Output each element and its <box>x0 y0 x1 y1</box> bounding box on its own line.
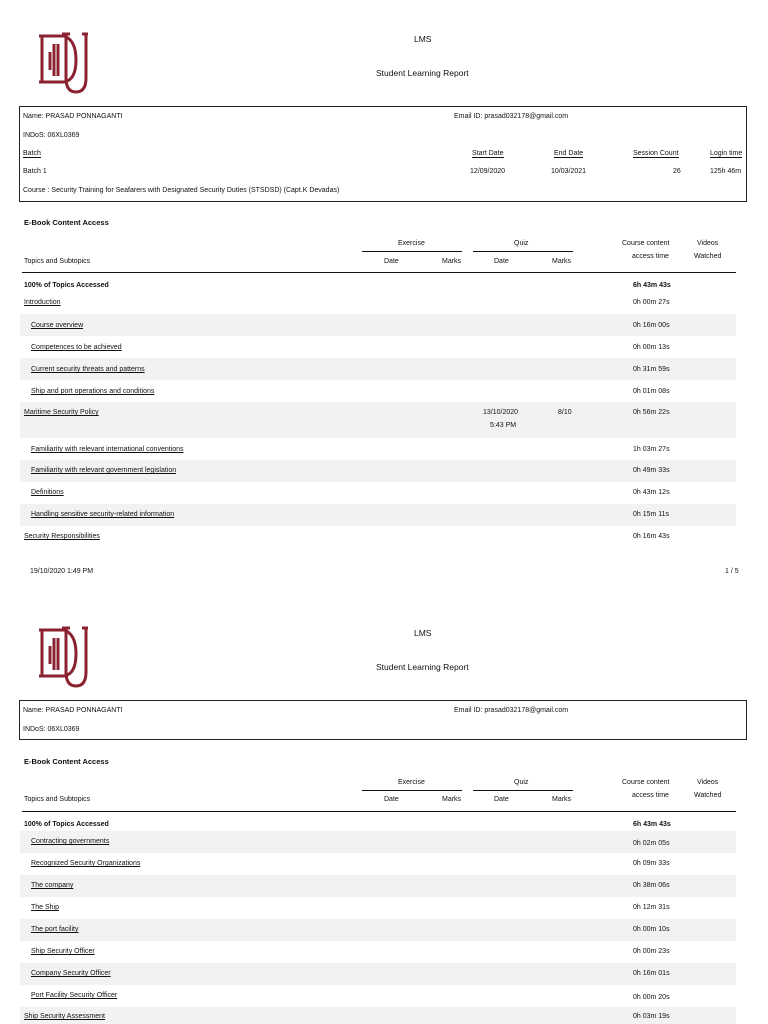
page-number: 1 / 5 <box>725 568 739 575</box>
end-date-label: End Date <box>554 150 584 157</box>
exercise-date-header: Date <box>384 258 399 265</box>
access-time: 0h 02m 05s <box>633 840 670 847</box>
access-time: 0h 00m 13s <box>633 344 670 351</box>
quiz-header-rule <box>473 251 573 252</box>
student-name: Name: PRASAD PONNAGANTI <box>23 113 123 120</box>
topic-link[interactable]: Familiarity with relevant government legislation <box>31 467 177 474</box>
table-row <box>20 875 736 897</box>
topic-link[interactable]: Contracting governments <box>31 838 110 845</box>
total-access-time: 6h 43m 43s <box>633 282 671 289</box>
access-time: 0h 16m 00s <box>633 322 670 329</box>
access-time: 0h 00m 27s <box>633 299 670 306</box>
access-time: 0h 00m 10s <box>633 926 670 933</box>
quiz-date-header: Date <box>494 796 509 803</box>
course-name: Course : Security Training for Seafarers with Designated Security Duties (STSDSD) (Capt.K Devadas) <box>23 187 340 194</box>
access-time: 1h 03m 27s <box>633 446 670 453</box>
exercise-header: Exercise <box>398 779 425 786</box>
login-time-value: 125h 46m <box>710 168 742 175</box>
table-row <box>20 504 736 526</box>
table-row <box>20 963 736 985</box>
report-title: Student Learning Report <box>376 68 469 78</box>
topic-link[interactable]: Port Facility Security Officer <box>31 992 118 999</box>
table-row <box>20 402 736 438</box>
table-row <box>20 438 736 460</box>
access-time: 0h 49m 33s <box>633 467 670 474</box>
access-time: 0h 00m 23s <box>633 948 670 955</box>
table-header-rule <box>22 272 736 273</box>
topic-link[interactable]: Competences to be achieved <box>31 344 122 351</box>
start-date-label: Start Date <box>472 150 504 157</box>
ebook-section-title: E-Book Content Access <box>24 757 109 766</box>
quiz-time: 5:43 PM <box>490 422 517 429</box>
session-count-value: 26 <box>673 168 681 175</box>
table-row <box>20 358 736 380</box>
topic-link[interactable]: Course overview <box>31 322 84 329</box>
ebook-section-title: E-Book Content Access <box>24 218 109 227</box>
access-time: 0h 15m 11s <box>633 511 670 518</box>
student-name: Name: PRASAD PONNAGANTI <box>23 707 123 714</box>
watched-header: Watched <box>694 792 722 799</box>
table-row <box>20 1007 736 1024</box>
topic-link[interactable]: Current security threats and patterns <box>31 366 145 373</box>
topic-link[interactable]: Company Security Officer <box>31 970 111 977</box>
exercise-header: Exercise <box>398 240 425 247</box>
start-date-value: 12/09/2020 <box>470 168 506 175</box>
quiz-header: Quiz <box>514 240 529 247</box>
table-row <box>20 897 736 919</box>
access-time: 0h 31m 59s <box>633 366 670 373</box>
watched-header: Watched <box>694 253 722 260</box>
quiz-header: Quiz <box>514 779 529 786</box>
topics-header: Topics and Subtopics <box>24 796 91 803</box>
access-time: 0h 56m 22s <box>633 409 670 416</box>
table-row <box>20 314 736 336</box>
topic-link[interactable]: Ship Security Officer <box>31 948 95 955</box>
topic-link[interactable]: The company <box>31 882 74 889</box>
topics-header: Topics and Subtopics <box>24 258 91 265</box>
report-app-title: LMS <box>414 628 432 638</box>
topics-accessed-summary: 100% of Topics Accessed <box>24 821 109 828</box>
quiz-marks: 8/10 <box>558 409 572 416</box>
table-row <box>20 294 736 314</box>
access-time: 0h 00m 20s <box>633 994 670 1001</box>
exercise-header-rule <box>362 251 462 252</box>
report-app-title: LMS <box>414 34 432 44</box>
videos-header: Videos <box>697 240 719 247</box>
quiz-date-header: Date <box>494 258 509 265</box>
access-time: 0h 12m 31s <box>633 904 670 911</box>
table-row <box>20 941 736 963</box>
exercise-date-header: Date <box>384 796 399 803</box>
topic-link[interactable]: Handling sensitive security-related information <box>31 511 175 518</box>
topic-link[interactable]: Ship and port operations and conditions <box>31 388 155 395</box>
student-indos: INDoS: 06XL0369 <box>23 132 80 139</box>
login-time-label: Login time <box>710 150 743 157</box>
table-row <box>20 985 736 1007</box>
end-date-value: 10/03/2021 <box>551 168 587 175</box>
access-time-header: access time <box>632 253 669 260</box>
course-content-header: Course content <box>622 779 670 786</box>
topic-link[interactable]: Definitions <box>31 489 64 496</box>
quiz-date: 13/10/2020 <box>483 409 519 416</box>
student-indos: INDoS: 06XL0369 <box>23 726 80 733</box>
exercise-marks-header: Marks <box>442 796 462 803</box>
access-time: 0h 43m 12s <box>633 489 670 496</box>
access-time-header: access time <box>632 792 669 799</box>
access-time: 0h 16m 43s <box>633 533 670 540</box>
course-content-header: Course content <box>622 240 670 247</box>
table-row <box>20 460 736 482</box>
exercise-header-rule <box>362 790 462 791</box>
quiz-marks-header: Marks <box>552 796 572 803</box>
session-count-label: Session Count <box>633 150 679 157</box>
quiz-header-rule <box>473 790 573 791</box>
student-email: Email ID: prasad032178@gmail.com <box>454 707 569 714</box>
student-email: Email ID: prasad032178@gmail.com <box>454 113 569 120</box>
report-title: Student Learning Report <box>376 662 469 672</box>
batch-value: Batch 1 <box>23 168 47 175</box>
access-time: 0h 09m 33s <box>633 860 670 867</box>
total-access-time: 6h 43m 43s <box>633 821 671 828</box>
topic-link[interactable]: The Ship <box>31 904 60 911</box>
table-row <box>20 831 736 853</box>
table-row <box>20 482 736 504</box>
access-time: 0h 38m 06s <box>633 882 670 889</box>
topic-link[interactable]: Ship Security Assessment <box>24 1013 105 1020</box>
topics-accessed-summary: 100% of Topics Accessed <box>24 282 109 289</box>
topic-link[interactable]: The port facility <box>31 926 79 933</box>
quiz-marks-header: Marks <box>552 258 572 265</box>
topic-link[interactable]: Introduction <box>24 299 61 306</box>
batch-label: Batch <box>23 150 41 157</box>
footer-timestamp: 19/10/2020 1:49 PM <box>30 568 94 575</box>
table-row <box>20 336 736 358</box>
access-time: 0h 01m 08s <box>633 388 670 395</box>
videos-header: Videos <box>697 779 719 786</box>
access-time: 0h 16m 01s <box>633 970 670 977</box>
table-row <box>20 853 736 875</box>
student-info-box <box>19 700 747 740</box>
table-header-rule <box>22 811 736 812</box>
table-row <box>20 526 736 548</box>
table-row <box>20 380 736 402</box>
topic-link[interactable]: Maritime Security Policy <box>24 409 99 416</box>
exercise-marks-header: Marks <box>442 258 462 265</box>
topic-link[interactable]: Familiarity with relevant international conventions <box>31 446 184 453</box>
table-row <box>20 919 736 941</box>
access-time: 0h 03m 19s <box>633 1013 670 1020</box>
du-logo <box>36 624 88 690</box>
du-logo <box>36 30 88 96</box>
topic-link[interactable]: Recognized Security Organizations <box>31 860 141 867</box>
topic-link[interactable]: Security Responsibilities <box>24 533 100 540</box>
